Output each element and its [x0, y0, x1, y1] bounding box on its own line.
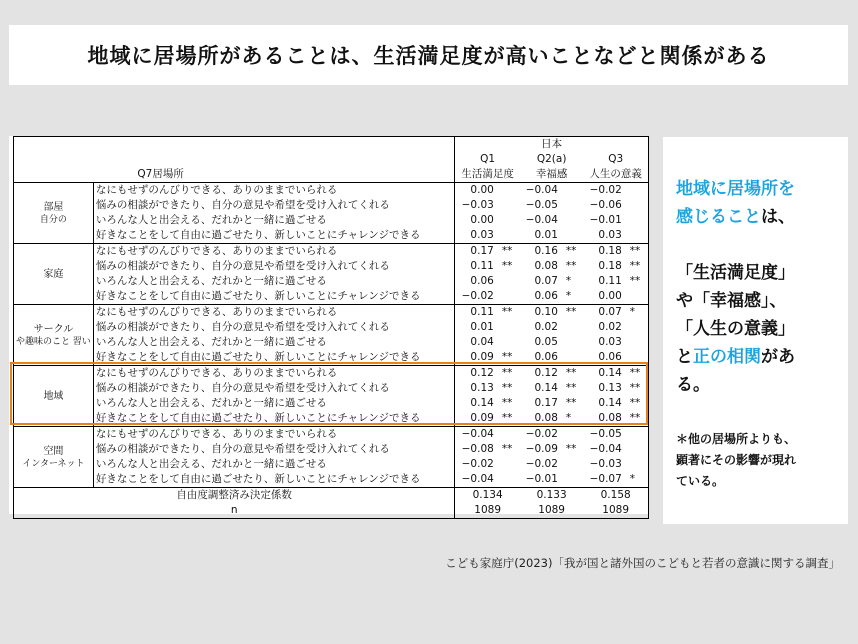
significance-mark: *: [565, 275, 572, 287]
coefficient-value: 0.03: [470, 229, 494, 241]
coefficient-value: 0.14: [534, 382, 558, 394]
significance-mark: [496, 183, 520, 199]
coefficient-value: 0.06: [598, 351, 622, 363]
source-citation: こども家庭庁(2023)「我が国と諸外国のこどもと若者の意識に関する調査」: [445, 556, 840, 570]
footer-label: 自由度調整済み決定係数: [14, 488, 455, 504]
coefficient-value: 0.13: [598, 382, 622, 394]
coefficient-value: 0.01: [470, 321, 494, 333]
coefficient-value: 0.00: [598, 290, 622, 302]
row-item-label: 好きなことをして自由に過ごせたり、新しいことにチャレンジできる: [93, 350, 454, 366]
significance-mark: [496, 472, 520, 488]
coefficient-value: 0.14: [470, 397, 494, 409]
coefficient-value: 0.08: [534, 412, 558, 424]
coefficient-value: −0.02: [461, 290, 494, 302]
significance-mark: **: [565, 382, 577, 394]
coefficient-value: 0.01: [534, 229, 558, 241]
table-row: [14, 427, 649, 443]
coefficient-value: 0.02: [598, 321, 622, 333]
table-row: [14, 259, 649, 274]
row-item-label: なにもせずのんびりできる、ありのままでいられる: [93, 305, 454, 321]
significance-mark: [496, 320, 520, 335]
significance-mark: [624, 457, 649, 472]
summary-panel: [663, 137, 848, 524]
coefficient-value: −0.01: [525, 473, 558, 485]
table-row: [14, 183, 649, 199]
significance-mark: **: [624, 366, 649, 382]
table-row: [14, 213, 649, 228]
coefficient-value: 0.00: [470, 214, 494, 226]
significance-mark: [496, 198, 520, 213]
row-item-label: 好きなことをして自由に過ごせたり、新しいことにチャレンジできる: [93, 289, 454, 305]
row-item-label: なにもせずのんびりできる、ありのままでいられる: [93, 366, 454, 382]
header-blank: [93, 152, 454, 167]
significance-mark: [624, 198, 649, 213]
significance-mark: **: [624, 411, 649, 427]
coefficient-value: 0.06: [534, 290, 558, 302]
footer-value: 0.133: [520, 488, 583, 504]
coefficient-value: 0.08: [598, 412, 622, 424]
page-title: 地域に居場所があることは、生活満足度が高いことなどと関係がある: [87, 44, 770, 68]
column-q-label: Q2(a): [536, 153, 567, 165]
community-highlight-box: [10, 362, 648, 425]
significance-mark: [496, 228, 520, 244]
footer-value: 0.158: [583, 488, 648, 504]
coefficient-value: −0.04: [455, 427, 496, 443]
coefficient-value: 0.17: [534, 397, 558, 409]
significance-mark: **: [624, 381, 649, 396]
significance-mark: **: [624, 274, 649, 289]
significance-mark: **: [501, 397, 513, 409]
coefficient-value: −0.07: [589, 473, 622, 485]
coefficient-value: −0.04: [461, 473, 494, 485]
coefficient-value: 0.11: [455, 305, 496, 321]
significance-mark: [496, 457, 520, 472]
row-item-label: 悩みの相談ができたり、自分の意見や希望を受け入れてくれる: [93, 381, 454, 396]
significance-mark: **: [565, 397, 577, 409]
coefficient-value: 0.11: [470, 260, 494, 272]
significance-mark: **: [624, 396, 649, 411]
significance-mark: **: [565, 443, 577, 455]
coefficient-value: −0.02: [525, 458, 558, 470]
coefficient-value: 0.16: [520, 244, 560, 260]
coefficient-value: −0.05: [583, 427, 623, 443]
coefficient-value: 0.14: [583, 366, 623, 382]
table-panel: [9, 136, 649, 514]
footer-row: [14, 503, 649, 519]
summary-note: ＊他の居場所よりも、 顕著にその影響が現れ ている。: [676, 432, 797, 488]
coefficient-value: 0.18: [583, 244, 623, 260]
table-row: [14, 274, 649, 289]
coefficient-value: 0.10: [520, 305, 560, 321]
coefficient-value: −0.02: [520, 427, 560, 443]
summary-body: 「生活満足度」 や「幸福感」、 「人生の意義」 と正の相関があ る。: [676, 263, 795, 395]
header-row: [14, 167, 649, 183]
group-label: 部屋: [43, 202, 64, 213]
row-item-label: 悩みの相談ができたり、自分の意見や希望を受け入れてくれる: [93, 320, 454, 335]
significance-mark: **: [501, 351, 513, 363]
significance-mark: [624, 427, 649, 443]
coefficient-value: 0.07: [534, 275, 558, 287]
row-item-label: いろんな人と出会える、だれかと一緒に過ごせる: [93, 396, 454, 411]
group-label-cell: [14, 427, 94, 488]
table-row: [14, 442, 649, 457]
coefficient-value: −0.03: [461, 199, 494, 211]
coefficient-value: −0.05: [525, 199, 558, 211]
table-row: [14, 457, 649, 472]
coefficient-value: 0.12: [455, 366, 496, 382]
significance-mark: **: [624, 244, 649, 260]
row-item-label: 悩みの相談ができたり、自分の意見や希望を受け入れてくれる: [93, 442, 454, 457]
group-sublabel: インターネット: [22, 459, 85, 469]
row-item-label: 好きなことをして自由に過ごせたり、新しいことにチャレンジできる: [93, 411, 454, 427]
significance-mark: **: [501, 443, 513, 455]
table-row: [14, 244, 649, 260]
coefficient-value: −0.04: [589, 443, 622, 455]
significance-mark: **: [501, 412, 513, 424]
header-blank: [14, 152, 94, 167]
group-label-cell: [14, 305, 94, 366]
table-row: [14, 228, 649, 244]
row-item-label: なにもせずのんびりできる、ありのままでいられる: [93, 427, 454, 443]
significance-mark: [560, 472, 583, 488]
coefficient-value: 0.07: [583, 305, 623, 321]
coefficient-value: −0.02: [583, 183, 623, 199]
coefficient-value: 0.04: [470, 336, 494, 348]
group-label: 家庭: [43, 268, 64, 280]
coefficient-value: 0.17: [455, 244, 496, 260]
coefficient-value: 0.00: [455, 183, 496, 199]
significance-mark: [560, 198, 583, 213]
significance-mark: *: [565, 290, 572, 302]
coefficient-value: 0.09: [470, 351, 494, 363]
significance-mark: [624, 335, 649, 350]
significance-mark: **: [501, 382, 513, 394]
column-q-label: Q3: [583, 152, 648, 167]
row-item-label: 悩みの相談ができたり、自分の意見や希望を受け入れてくれる: [93, 259, 454, 274]
significance-mark: *: [624, 305, 649, 321]
coefficient-value: −0.09: [525, 443, 558, 455]
significance-mark: [496, 213, 520, 228]
footer-label: n: [14, 503, 455, 519]
coefficient-value: 0.13: [470, 382, 494, 394]
coefficient-value: −0.04: [520, 183, 560, 199]
coefficient-value: 0.14: [598, 397, 622, 409]
coefficient-value: 0.12: [520, 366, 560, 382]
footer-value: 1089: [455, 503, 520, 519]
significance-mark: **: [560, 305, 583, 321]
coefficient-value: 0.08: [534, 260, 558, 272]
coefficient-value: 0.05: [534, 336, 558, 348]
group-label: サークル: [33, 324, 74, 335]
table-row: [14, 320, 649, 335]
significance-mark: [560, 427, 583, 443]
significance-mark: [624, 183, 649, 199]
significance-mark: [560, 457, 583, 472]
significance-mark: **: [565, 260, 577, 272]
significance-mark: **: [624, 259, 649, 274]
significance-mark: [624, 228, 649, 244]
column-name-label: 幸福感: [535, 168, 568, 180]
significance-mark: [624, 213, 649, 228]
significance-mark: **: [496, 305, 520, 321]
coefficient-value: −0.01: [589, 214, 622, 226]
table-row: [14, 335, 649, 350]
significance-mark: *: [565, 412, 572, 424]
summary-heading: 地域に居場所を 感じることは、: [676, 179, 795, 227]
coefficient-value: 0.18: [598, 260, 622, 272]
row-item-label: いろんな人と出会える、だれかと一緒に過ごせる: [93, 457, 454, 472]
significance-mark: [560, 183, 583, 199]
coefficient-value: −0.06: [589, 199, 622, 211]
coefficient-value: 0.06: [470, 275, 494, 287]
coefficient-value: −0.04: [525, 214, 558, 226]
significance-mark: *: [624, 472, 649, 488]
coefficient-value: 0.11: [598, 275, 622, 287]
row-item-label: いろんな人と出会える、だれかと一緒に過ごせる: [93, 335, 454, 350]
group-label: 空間: [43, 446, 64, 457]
column-q-label: Q1: [480, 153, 496, 165]
significance-mark: **: [560, 366, 583, 382]
significance-mark: [560, 320, 583, 335]
footer-value: 1089: [520, 503, 583, 519]
significance-mark: [496, 289, 520, 305]
coefficient-value: −0.08: [461, 443, 494, 455]
group-label: 地域: [43, 390, 64, 402]
header-blank: [93, 137, 454, 153]
coefficient-value: 0.06: [534, 351, 558, 363]
header-row: [14, 137, 649, 153]
significance-mark: [624, 320, 649, 335]
table-row: [14, 198, 649, 213]
header-row: [14, 152, 649, 167]
group-sublabel: 自分の: [39, 215, 67, 225]
significance-mark: [560, 213, 583, 228]
footer-value: 1089: [583, 503, 648, 519]
group-label-cell: [14, 244, 94, 305]
row-header-label: Q7居場所: [93, 167, 454, 183]
coefficient-value: 0.03: [598, 229, 622, 241]
coefficient-value: 0.02: [534, 321, 558, 333]
coefficient-value: 0.09: [470, 412, 494, 424]
coefficient-value: −0.02: [461, 458, 494, 470]
table-row: [14, 289, 649, 305]
significance-mark: [496, 335, 520, 350]
title-banner: [9, 25, 848, 85]
significance-mark: [624, 289, 649, 305]
significance-mark: [560, 228, 583, 244]
row-item-label: なにもせずのんびりできる、ありのままでいられる: [93, 244, 454, 260]
coefficient-value: 0.03: [598, 336, 622, 348]
row-item-label: 悩みの相談ができたり、自分の意見や希望を受け入れてくれる: [93, 198, 454, 213]
header-blank: [14, 137, 94, 153]
row-item-label: 好きなことをして自由に過ごせたり、新しいことにチャレンジできる: [93, 472, 454, 488]
significance-mark: **: [496, 366, 520, 382]
country-header: 日本: [455, 137, 649, 153]
significance-mark: [624, 442, 649, 457]
footer-value: 0.134: [455, 488, 520, 504]
group-label-cell: [14, 183, 94, 244]
significance-mark: [560, 335, 583, 350]
significance-mark: [496, 427, 520, 443]
coefficient-value: −0.03: [589, 458, 622, 470]
group-sublabel: や趣味のこと 習い: [16, 337, 91, 347]
table-row: [14, 472, 649, 488]
significance-mark: **: [560, 244, 583, 260]
row-item-label: なにもせずのんびりできる、ありのままでいられる: [93, 183, 454, 199]
row-item-label: 好きなことをして自由に過ごせたり、新しいことにチャレンジできる: [93, 228, 454, 244]
footer-row: [14, 488, 649, 504]
significance-mark: **: [501, 260, 513, 272]
significance-mark: [496, 274, 520, 289]
significance-mark: **: [496, 244, 520, 260]
row-item-label: いろんな人と出会える、だれかと一緒に過ごせる: [93, 274, 454, 289]
column-name-label: 人生の意義: [583, 167, 648, 183]
header-blank: [14, 167, 94, 183]
table-row: [14, 305, 649, 321]
column-name-label: 生活満足度: [461, 168, 514, 180]
correlation-table: [13, 136, 649, 519]
row-item-label: いろんな人と出会える、だれかと一緒に過ごせる: [93, 213, 454, 228]
